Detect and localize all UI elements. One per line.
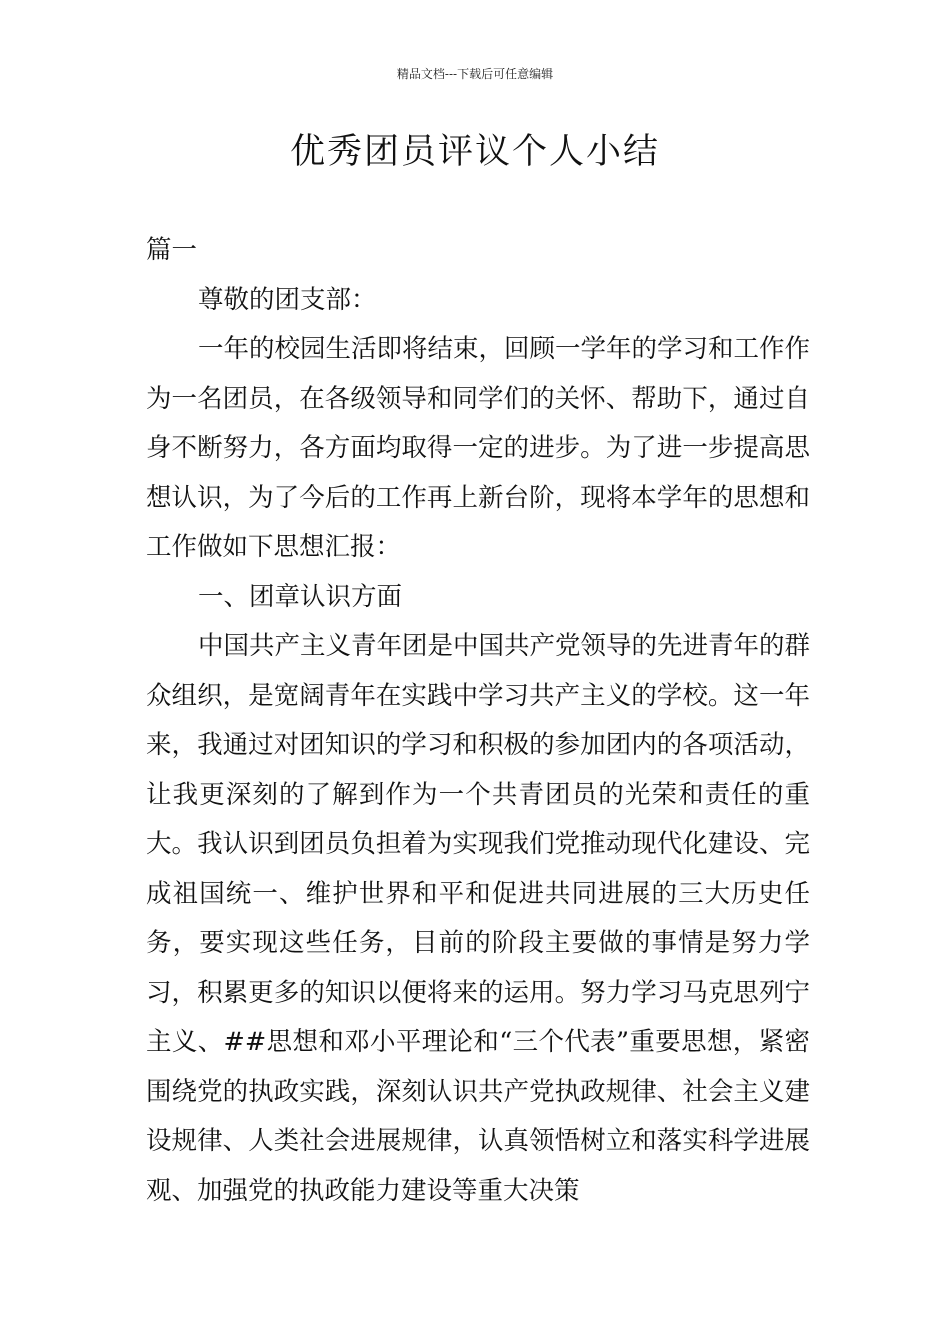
document-title: 优秀团员评议个人小结 — [289, 132, 660, 172]
paragraph-intro: 一年的校园生活即将结束，回顾一学年的学习和工作作为一名团员，在各级领导和同学们的关怀、帮助下，通过自身不断努力，各方面均取得一定的进步。为了进一步提高思想认识，为了今后的工作再上新台阶，现将本学年的思想和工作做如下思想汇报： — [146, 334, 811, 562]
header-note: 精品文档---下载后可任意编辑 — [396, 67, 554, 81]
salutation: 尊敬的团支部： — [198, 284, 377, 315]
paragraph-body: 中国共产主义青年团是中国共产党领导的先进青年的群众组织，是宽阔青年在实践中学习共产主义的学校。这一年来，我通过对团知识的学习和积极的参加团内的各项活动，让我更深刻的了解到作为一个共青团员的光荣和责任的重大。我认识到团员负担着为实现我们党推动现代化建设、完成祖国统一、维护世界和平和促进共同进展的三大历史任务，要实现这些任务，目前的阶段主要做的事情是努力学习，积累更多的知识以便将来的运用。努力学习马克思列宁主义、##思想和邓小平理论和“三个代表”重要思想，紧密围绕党的执政实践，深刻认识共产党执政规律、社会主义建设规律、人类社会进展规律，认真领悟树立和落实科学进展观、加强党的执政能力建设等重大决策 — [146, 631, 811, 1206]
document-body — [146, 226, 810, 1216]
section-heading: 一、团章认识方面 — [198, 581, 403, 612]
section-label: 篇一 — [146, 235, 198, 265]
